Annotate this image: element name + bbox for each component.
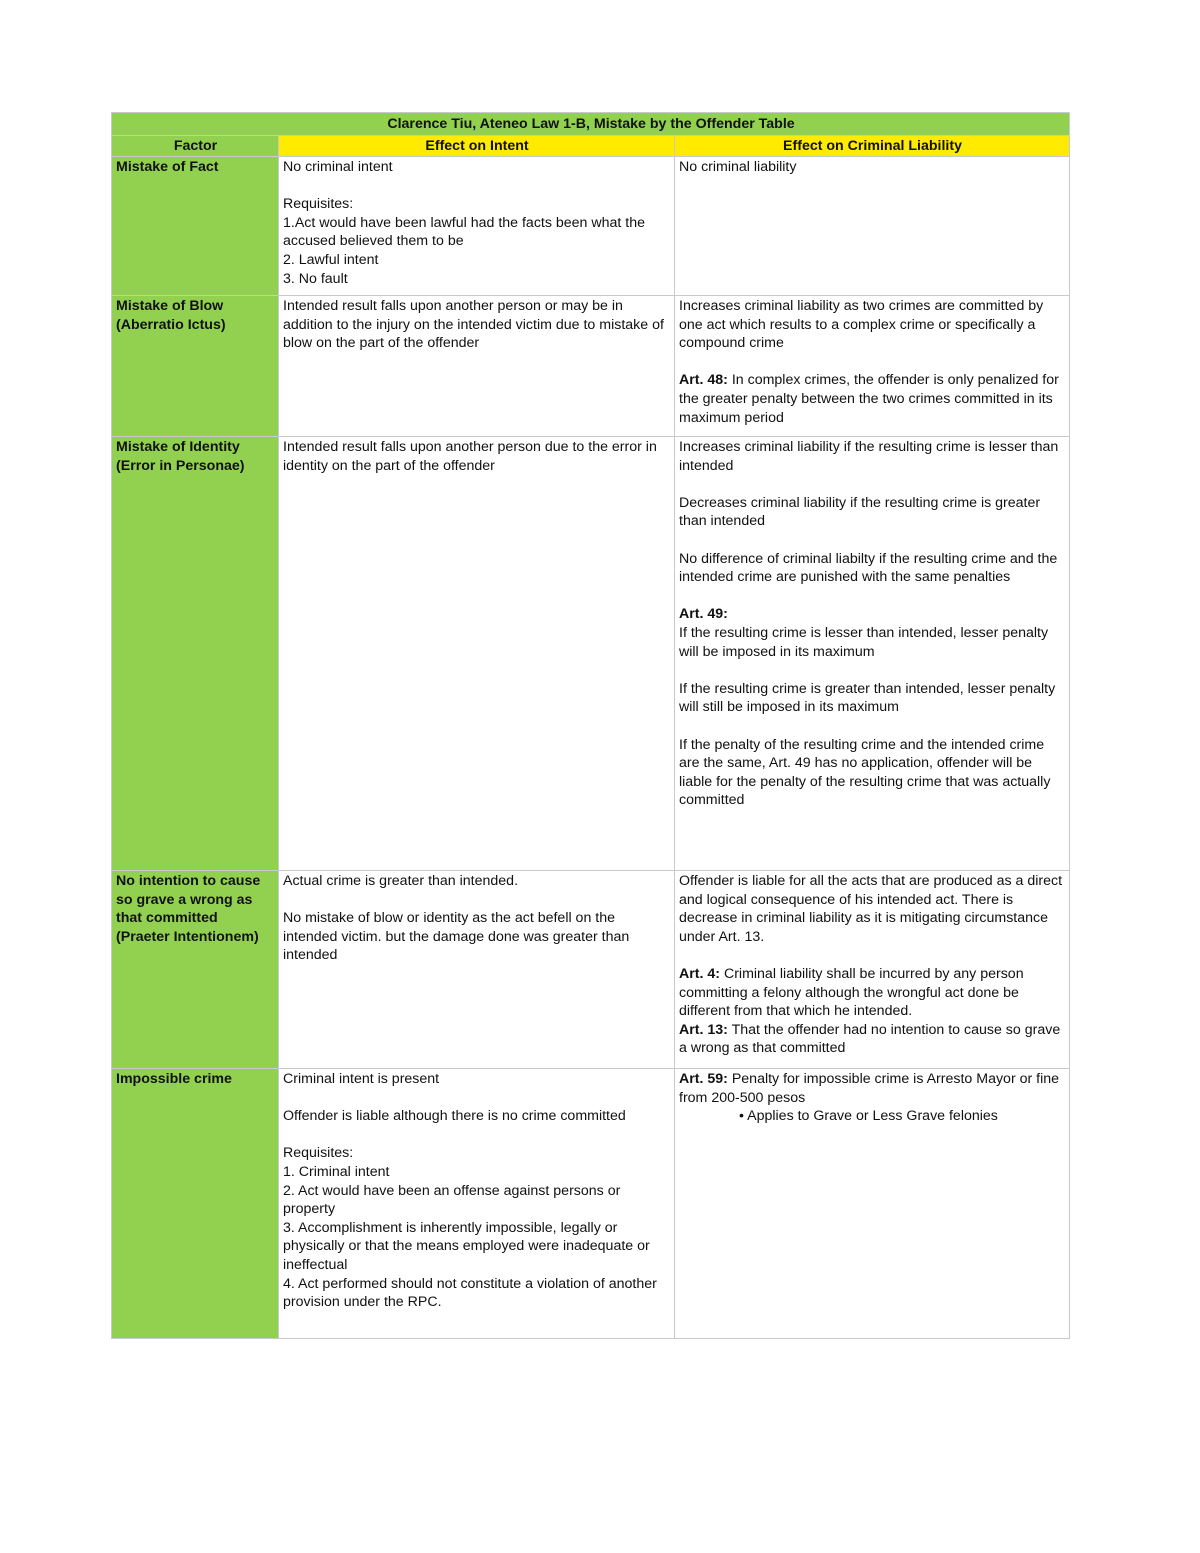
article-text: If the resulting crime is greater than intended, lesser penalty will still be imposed in its maximum: [679, 680, 1056, 716]
liability-cell: [675, 296, 1070, 437]
article-label: Art. 4:: [679, 965, 720, 982]
requisite-item: 3. Accomplishment is inherently impossible, legally or physically or that the means employed were inadequate or ineffectual: [283, 1219, 650, 1273]
table-row: [112, 157, 1070, 296]
article-note: [679, 1021, 1066, 1058]
requisites-label: Requisites:: [283, 196, 354, 213]
intent-text: Intended result falls upon another person due to the error in identity on the part of the offender: [283, 439, 657, 474]
liability-text: Offender is liable for all the acts that are produced as a direct and logical consequence of his intended act. There is decrease in criminal liability as it is mitigating circumstance under Art. 13.: [679, 873, 1063, 945]
header-row: [112, 136, 1070, 157]
factor-name: Mistake of Blow: [116, 298, 224, 314]
intent-text: Actual crime is greater than intended.: [283, 873, 519, 889]
article-text: If the resulting crime is lesser than intended, lesser penalty will be imposed in its maximum: [679, 624, 1049, 660]
liability-text: No difference of criminal liabilty if the resulting crime and the intended crime are punished with the same penalties: [679, 550, 1058, 586]
liability-text: Increases criminal liability as two crimes are committed by one act which results to a complex crime or specifically a compound crime: [679, 298, 1044, 352]
bullet-item: • Applies to Grave or Less Grave felonies: [739, 1108, 998, 1125]
article-label: Art. 59:: [679, 1071, 728, 1087]
factor-cell: [112, 1069, 279, 1339]
factor-latin-name: (Praeter Intentionem): [116, 928, 259, 945]
table-title-row: [112, 113, 1070, 136]
article-note: [679, 371, 1066, 427]
intent-cell: [279, 1069, 675, 1339]
header-effect-on-liability: Effect on Criminal Liability: [675, 136, 1070, 157]
header-factor: Factor: [112, 136, 279, 157]
liability-cell: [675, 437, 1070, 871]
factor-cell: [112, 437, 279, 871]
article-label: Art. 49:: [679, 606, 728, 623]
table-row: [112, 1069, 1070, 1339]
mistake-table: [111, 112, 1070, 1339]
factor-name: Mistake of Identity: [116, 439, 240, 455]
table-row: [112, 296, 1070, 437]
intent-text: Intended result falls upon another person or may be in addition to the injury on the intended victim due to mistake of blow on the part of the offender: [283, 298, 664, 352]
intent-cell: [279, 871, 675, 1069]
liability-text: No criminal liability: [679, 159, 797, 175]
factor-cell: [112, 871, 279, 1069]
article-note: [679, 965, 1066, 1021]
table-title: Clarence Tiu, Ateneo Law 1-B, Mistake by the Offender Table: [112, 113, 1070, 136]
article-label: Art. 13:: [679, 1021, 728, 1038]
factor-cell: [112, 157, 279, 296]
requisite-item: 3. No fault: [283, 270, 348, 287]
header-effect-on-intent: Effect on Intent: [279, 136, 675, 157]
table-row: [112, 871, 1070, 1069]
factor-latin-name: (Aberratio Ictus): [116, 316, 226, 333]
intent-text: No mistake of blow or identity as the act befell on the intended victim. but the damage done was greater than intended: [283, 910, 630, 964]
factor-latin-name: (Error in Personae): [116, 457, 245, 474]
table-row: [112, 437, 1070, 871]
intent-cell: [279, 437, 675, 871]
factor-name: No intention to cause so grave a wrong as that committed: [116, 873, 261, 927]
liability-cell: [675, 871, 1070, 1069]
requisite-item: 2. Act would have been an offense against persons or property: [283, 1182, 621, 1218]
liability-cell: [675, 1069, 1070, 1339]
intent-text: Criminal intent is present: [283, 1071, 440, 1087]
factor-name: Impossible crime: [116, 1071, 232, 1087]
intent-text: No criminal intent: [283, 159, 393, 175]
liability-text: Increases criminal liability if the resulting crime is lesser than intended: [679, 439, 1059, 474]
article-text: If the penalty of the resulting crime and the intended crime are the same, Art. 49 has no application, offender will be liable for the penalty of the resulting crime that was actually committed: [679, 736, 1051, 809]
liability-text: Decreases criminal liability if the resulting crime is greater than intended: [679, 494, 1041, 530]
article-note: [679, 1070, 1066, 1107]
article-text: Criminal liability shall be incurred by any person committing a felony although the wrongful act done be different from that which he intended.: [679, 965, 1024, 1020]
factor-cell: [112, 296, 279, 437]
article-label: Art. 48:: [679, 372, 728, 389]
intent-cell: [279, 296, 675, 437]
intent-text: Offender is liable although there is no crime committed: [283, 1108, 626, 1125]
requisite-item: 1. Criminal intent: [283, 1163, 390, 1180]
intent-cell: [279, 157, 675, 296]
article-text: Penalty for impossible crime is Arresto Mayor or fine from 200-500 pesos: [679, 1071, 1060, 1106]
requisite-item: 2. Lawful intent: [283, 251, 379, 268]
requisites-label: Requisites:: [283, 1145, 354, 1162]
liability-cell: [675, 157, 1070, 296]
article-text: In complex crimes, the offender is only penalized for the greater penalty between the two crimes committed in its maximum period: [679, 372, 1059, 426]
article-text: That the offender had no intention to cause so grave a wrong as that committed: [679, 1021, 1061, 1057]
factor-name: Mistake of Fact: [116, 159, 219, 175]
requisite-item: 1.Act would have been lawful had the facts been what the accused believed them to be: [283, 214, 646, 250]
requisite-item: 4. Act performed should not constitute a violation of another provision under the RPC.: [283, 1275, 657, 1311]
